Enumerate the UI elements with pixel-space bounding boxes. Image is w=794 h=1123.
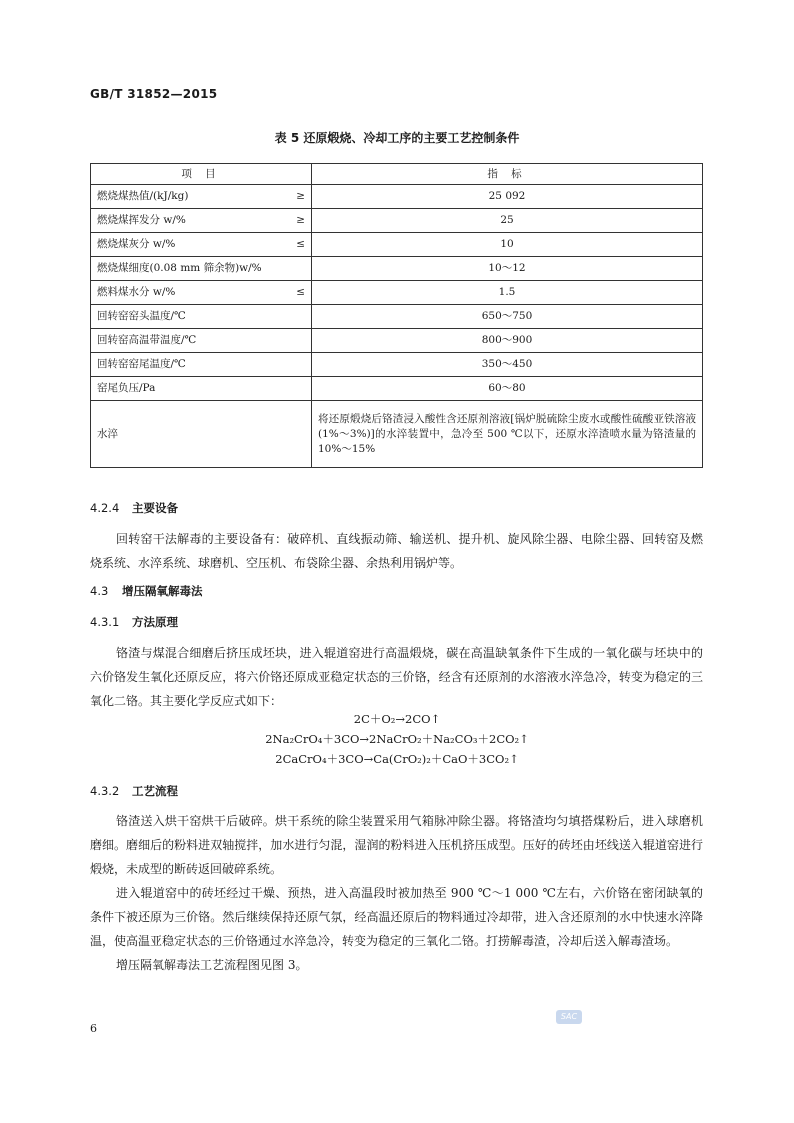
section-4-3-1-heading: 4.3.1 方法原理	[90, 615, 178, 629]
row-value: 1.5	[312, 281, 703, 305]
row-value: 350～450	[312, 353, 703, 377]
row-value: 25 092	[312, 185, 703, 209]
row-label: 水淬	[91, 401, 312, 468]
table-row	[91, 281, 703, 305]
equation-3: 2CaCrO₄＋3CO→Ca(CrO₂)₂＋CaO＋3CO₂↑	[275, 752, 519, 766]
chemical-equations	[0, 709, 794, 769]
row-label: 燃烧煤细度(0.08 mm 筛余物)w/%	[91, 257, 312, 281]
table-row	[91, 257, 703, 281]
row-value: 将还原煅烧后铬渣浸入酸性含还原剂溶液[锅炉脱硫除尘废水或酸性硫酸亚铁溶液(1%～3%)]的水淬装置中，急冷至 500 ℃以下，还原水淬渣喷水量为铬渣量的 10%～15%	[312, 401, 703, 468]
row-label: 窑尾负压/Pa	[91, 377, 312, 401]
table-row	[91, 329, 703, 353]
table-body	[91, 185, 703, 401]
table-row	[91, 209, 703, 233]
row-value: 10	[312, 233, 703, 257]
table-row	[91, 233, 703, 257]
comparison-symbol: ≥	[296, 190, 305, 202]
page-number: 6	[90, 1022, 97, 1035]
paragraph-2: 进入辊道窑中的砖坯经过干燥、预热，进入高温段时被加热至 900 ℃～1 000 ℃左右，六价铬在密闭缺氧的条件下被还原为三价铬。然后继续保持还原气氛，经高温还原后的物料通过冷却带，进入含还原剂的水中快速水淬降温，使高温亚稳定状态的三价铬通过水淬急冷，转变为稳定的三氧化二铬。打捞解毒渣，冷却后送入解毒渣场。	[90, 886, 703, 948]
comparison-symbol: ≤	[296, 238, 305, 250]
comparison-symbol: ≥	[296, 214, 305, 226]
row-label: 回转窑窑尾温度/℃	[91, 353, 312, 377]
row-label: 燃烧煤挥发分 w/% ≥	[91, 209, 312, 233]
row-value: 800～900	[312, 329, 703, 353]
section-4-3-2-heading: 4.3.2 工艺流程	[90, 784, 178, 798]
row-label: 回转窑高温带温度/℃	[91, 329, 312, 353]
paragraph-3: 增压隔氧解毒法工艺流程图见图 3。	[116, 958, 308, 972]
paragraph-1: 铬渣送入烘干窑烘干后破碎。烘干系统的除尘装置采用气箱脉冲除尘器。将铬渣均匀填搭煤粉后，进入球磨机磨细。磨细后的粉料进双轴搅拌，加水进行匀混，湿润的粉料进入压机挤压成型。压好的砖坯由坯线送入辊道窑进行煅烧，未成型的断砖返回破碎系统。	[90, 814, 703, 876]
table-row	[91, 353, 703, 377]
section-4-3-2-text	[90, 809, 703, 977]
header-item: 项 目	[91, 164, 312, 185]
section-4-3-heading: 4.3 增压隔氧解毒法	[90, 584, 203, 598]
header-value: 指 标	[312, 164, 703, 185]
table-row	[91, 377, 703, 401]
row-value: 10～12	[312, 257, 703, 281]
comparison-symbol: ≤	[296, 286, 305, 298]
table-title: 表 5 还原煅烧、冷却工序的主要工艺控制条件	[274, 131, 520, 145]
row-value: 650～750	[312, 305, 703, 329]
row-value: 25	[312, 209, 703, 233]
equation-2: 2Na₂CrO₄＋3CO→2NaCrO₂＋Na₂CO₃＋2CO₂↑	[265, 732, 529, 746]
row-label: 燃料煤水分 w/% ≤	[91, 281, 312, 305]
section-4-2-4-text: 回转窑干法解毒的主要设备有：破碎机、直线振动筛、输送机、提升机、旋风除尘器、电除尘器、回转窑及燃烧系统、水淬系统、球磨机、空压机、布袋除尘器、余热利用锅炉等。	[90, 532, 703, 570]
table-header-row	[91, 164, 703, 185]
section-4-2-4-heading: 4.2.4 主要设备	[90, 501, 178, 515]
row-label: 燃烧煤灰分 w/% ≤	[91, 233, 312, 257]
row-label: 回转窑窑头温度/℃	[91, 305, 312, 329]
sac-logo: SAC	[556, 1010, 582, 1024]
document-code: GB/T 31852—2015	[90, 87, 218, 101]
row-label: 燃烧煤热值/(kJ/kg) ≥	[91, 185, 312, 209]
row-value: 60～80	[312, 377, 703, 401]
equation-1: 2C＋O₂→2CO↑	[353, 712, 441, 726]
section-4-3-1-text: 铬渣与煤混合细磨后挤压成坯块，进入辊道窑进行高温煅烧，碳在高温缺氧条件下生成的一氧化碳与坯块中的六价铬发生氧化还原反应，将六价铬还原成亚稳定状态的三价铬，经含有还原剂的水溶液水淬急冷，转变为稳定的三氧化二铬。其主要化学反应式如下：	[90, 646, 703, 708]
table-row-quench	[91, 401, 703, 468]
table-row	[91, 185, 703, 209]
process-conditions-table	[90, 163, 703, 468]
table-row	[91, 305, 703, 329]
